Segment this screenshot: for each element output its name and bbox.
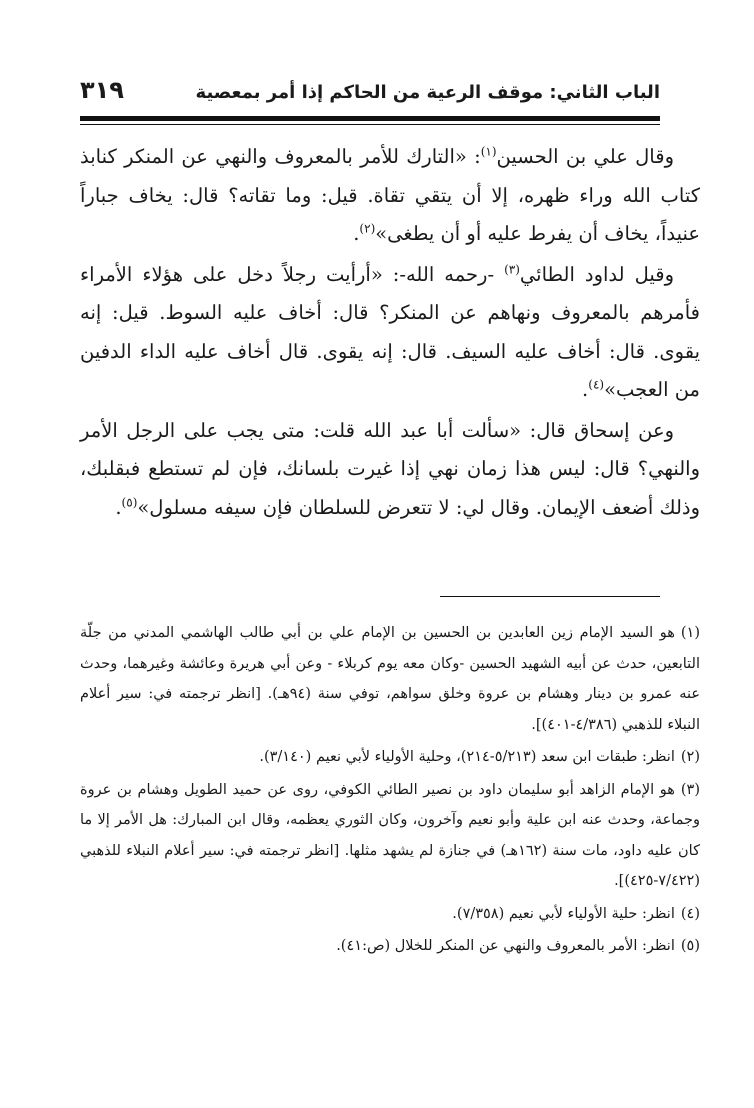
footnote-number: (٣) [680, 781, 700, 798]
footnote-separator [440, 596, 660, 597]
footnote-number: (٥) [680, 938, 700, 954]
footnote-text: هو الإمام الزاهد أبو سليمان داود بن نصير الطائي الكوفي، روى عن حميد الطويل وهشام بن عروة وجماعة، وحدث عنه ابن علية وأبو نعيم وآخرون، وكان الثوري يعظمه، وقال ابن المبارك: هل الأمر إلا ما كان عليه داود، مات سنة (١٦٢هـ) في جنازة لم يشهد مثلها. [انظر ترجمته في: سير أعلام النبلاء للذهبي (٧/٤٢٢-٤٢٥)]. [80, 781, 700, 889]
header-rule-thick [80, 116, 660, 121]
running-header [80, 74, 660, 114]
main-text [80, 138, 700, 527]
footnote-2 [80, 742, 700, 773]
paragraph-ali-ibn-al-husayn [80, 138, 700, 254]
footnote-4 [80, 899, 700, 930]
footnote-ref-1[interactable]: (١) [480, 144, 497, 159]
header-rule-thin [80, 124, 660, 125]
page-number: ٣١٩ [80, 76, 124, 104]
paragraph-dawud-al-tai [80, 256, 700, 410]
footnote-text: انظر: طبقات ابن سعد (٥/٢١٣-٢١٤)، وحلية الأولياء لأبي نعيم (٣/١٤٠). [259, 749, 675, 765]
footnote-number: (٤) [680, 905, 700, 922]
chapter-title: الباب الثاني: موقف الرعية من الحاكم إذا أمر بمعصية [195, 82, 660, 103]
paragraph-ishaq [80, 412, 700, 528]
paragraph-end: . [115, 495, 122, 519]
paragraph-text: وعن إسحاق قال: «سألت أبا عبد الله قلت: متى يجب على الرجل الأمر والنهي؟ قال: ليس هذا زمان نهي إذا غيرت بلسانك، فإن لم تستطع فبقلبك، وذلك أضعف الإيمان. وقال لي: لا تتعرض للسلطان فإن سيفه مسلول» [80, 418, 700, 519]
footnote-ref-2[interactable]: (٢) [359, 221, 376, 236]
footnote-number: (١) [680, 625, 700, 641]
paragraph-text: وقيل لداود الطائي [519, 262, 674, 286]
paragraph-end: . [353, 222, 360, 245]
footnote-3 [80, 775, 700, 897]
footnote-ref-5[interactable]: (٥) [121, 495, 138, 509]
footnote-ref-4[interactable]: (٤) [588, 377, 605, 392]
footnote-ref-3[interactable]: (٣) [504, 262, 520, 276]
footnotes [80, 618, 700, 964]
paragraph-text: : «التارك للأمر بالمعروف والنهي عن المنكر كنابذ كتاب الله وراء ظهره، إلا أن يتقي تقاة. قيل: وما تقاته؟ قال: يخاف جباراً عنيداً، يخاف أن يفرط عليه أو أن يطغى» [80, 145, 700, 245]
footnote-text: هو السيد الإمام زين العابدين بن الحسين بن الإمام علي بن أبي طالب الهاشمي المدني من جلّة التابعين، حدث عن أبيه الشهيد الحسين -وكان معه يوم كربلاء - وعن أبي هريرة وعائشة وغيرهما، وحدث عنه عمرو بن دينار وهشام بن عروة وخلق سواهم، توفي سنة (٩٤هـ). [انظر ترجمته في: سير أعلام النبلاء للذهبي (٤/٣٨٦-٤٠١)]. [80, 625, 701, 733]
paragraph-text: وقال علي بن الحسين [496, 145, 674, 168]
footnote-1 [80, 618, 700, 740]
footnote-number: (٢) [680, 749, 700, 765]
paragraph-end: . [582, 378, 589, 401]
footnote-text: انظر: الأمر بالمعروف والنهي عن المنكر للخلال (ص:٤١). [336, 938, 675, 954]
footnote-5 [80, 931, 700, 962]
footnote-text: انظر: حلية الأولياء لأبي نعيم (٧/٣٥٨). [452, 905, 675, 922]
paragraph-text: -رحمه الله-: «أرأيت رجلاً دخل على هؤلاء الأمراء فأمرهم بالمعروف ونهاهم عن المنكر؟ قال: أخاف عليه السوط. قيل: إنه يقوى. قال: أخاف عليه السيف. قال: إنه يقوى. قال أخاف عليه الداء الدفين من العجب» [80, 262, 700, 401]
